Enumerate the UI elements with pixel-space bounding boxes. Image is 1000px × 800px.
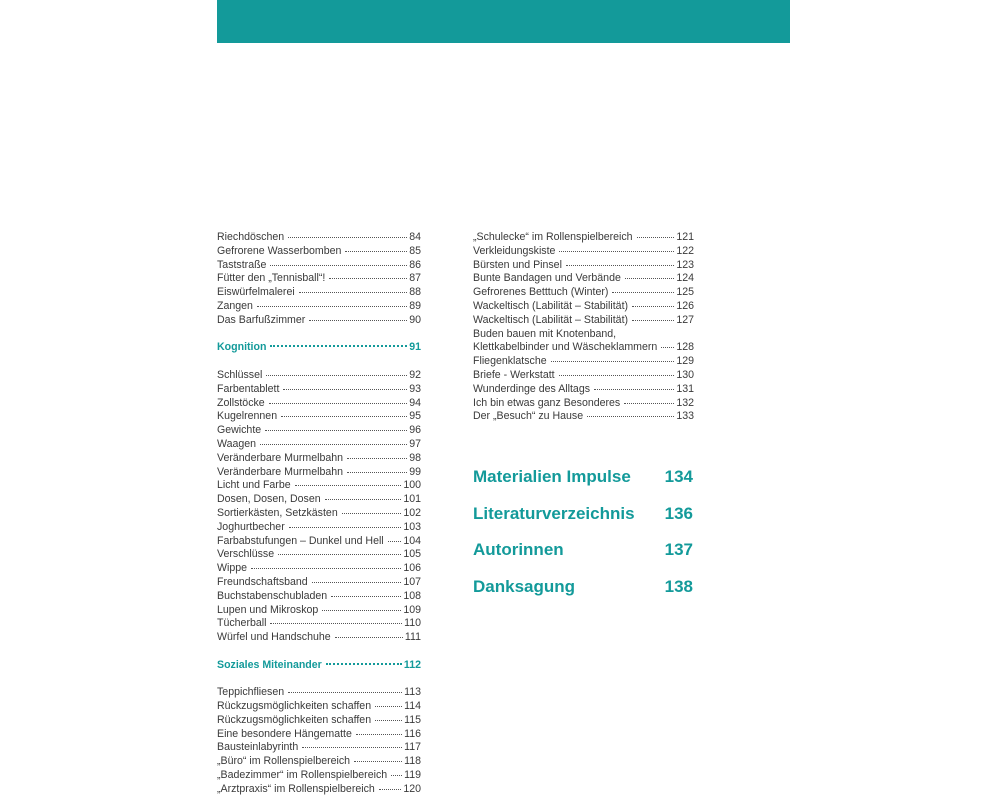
toc-entry-title: Verkleidungskiste xyxy=(473,244,556,257)
dot-leader xyxy=(637,237,675,238)
toc-entry-page: 110 xyxy=(404,617,421,630)
toc-entry-page: 92 xyxy=(409,368,421,381)
dot-leader xyxy=(661,347,674,348)
major-sections-list xyxy=(473,463,693,609)
toc-entry-page: 114 xyxy=(404,700,421,713)
dot-leader xyxy=(388,541,402,542)
toc-entry[interactable] xyxy=(217,535,421,549)
toc-entry[interactable] xyxy=(473,383,694,397)
dot-leader xyxy=(289,527,402,528)
toc-entry-page: 105 xyxy=(403,548,421,561)
dot-leader xyxy=(325,499,402,500)
toc-entry-page: 113 xyxy=(404,686,421,699)
toc-entry[interactable] xyxy=(473,259,694,273)
dot-leader xyxy=(278,554,401,555)
toc-entry[interactable] xyxy=(217,245,421,259)
toc-entry-title: „Arztpraxis“ im Rollenspielbereich xyxy=(217,782,375,795)
toc-entry-page: 89 xyxy=(409,299,421,312)
toc-entry[interactable] xyxy=(217,714,421,728)
toc-entry[interactable] xyxy=(217,397,421,411)
toc-entry-page: 121 xyxy=(676,231,694,243)
toc-entry-page: 126 xyxy=(676,299,694,312)
toc-entry-page: 102 xyxy=(403,506,421,519)
dot-leader xyxy=(309,320,407,321)
toc-entry-title: Klettkabelbinder und Wäscheklammern xyxy=(473,341,658,354)
toc-entry-title: Joghurtbecher xyxy=(217,520,285,533)
dot-leader xyxy=(270,345,407,347)
toc-entry[interactable] xyxy=(473,231,694,245)
toc-entry-title: Rückzugsmöglichkeiten schaffen xyxy=(217,713,372,726)
toc-entry-page: 97 xyxy=(409,437,421,450)
major-section-title: Danksagung xyxy=(473,576,576,596)
toc-entry-page: 118 xyxy=(404,755,421,768)
toc-left-column xyxy=(217,231,421,797)
toc-entry-page: 100 xyxy=(403,479,421,492)
toc-entry[interactable] xyxy=(217,479,421,493)
toc-entry[interactable] xyxy=(473,300,694,314)
toc-entry-page: 85 xyxy=(409,244,421,257)
toc-entry-page: 94 xyxy=(409,396,421,409)
toc-entry[interactable] xyxy=(217,259,421,273)
header-band xyxy=(217,0,790,43)
toc-entry[interactable] xyxy=(217,383,421,397)
toc-entry[interactable] xyxy=(217,548,421,562)
toc-entry[interactable] xyxy=(217,272,421,286)
toc-entry[interactable] xyxy=(217,604,421,618)
toc-entry-page: 107 xyxy=(403,575,421,588)
dot-leader xyxy=(281,416,407,417)
dot-leader xyxy=(354,761,402,762)
major-section-page: 137 xyxy=(664,540,693,559)
toc-entry-page: 116 xyxy=(404,727,421,740)
toc-entry-title: Das Barfußzimmer xyxy=(217,313,306,326)
toc-entry-page: 90 xyxy=(409,313,421,326)
toc-entry-title: Licht und Farbe xyxy=(217,479,291,492)
dot-leader xyxy=(356,734,402,735)
dot-leader xyxy=(269,403,408,404)
toc-entry-page: 98 xyxy=(409,451,421,464)
toc-entry-title: Riechdöschen xyxy=(217,231,285,243)
toc-entry[interactable] xyxy=(217,755,421,769)
dot-leader xyxy=(625,278,674,279)
toc-entry-title: Sortierkästen, Setzkästen xyxy=(217,506,338,519)
dot-leader xyxy=(329,278,407,279)
major-section-entry[interactable] xyxy=(473,500,693,537)
toc-entry[interactable] xyxy=(217,466,421,480)
toc-entry[interactable] xyxy=(473,272,694,286)
dot-leader xyxy=(270,623,402,624)
dot-leader xyxy=(375,720,402,721)
dot-leader xyxy=(288,237,407,238)
major-section-page: 136 xyxy=(664,503,693,523)
dot-leader xyxy=(559,251,674,252)
toc-entry-title: Buden bauen mit Knotenband, xyxy=(473,327,617,340)
toc-entry-page: 120 xyxy=(403,782,421,795)
major-section-page: 138 xyxy=(664,576,693,596)
toc-entry-title: „Schulecke“ im Rollenspielbereich xyxy=(473,231,633,243)
toc-entry-title: „Badezimmer“ im Rollenspielbereich xyxy=(217,769,388,782)
toc-entry-page: 125 xyxy=(676,286,694,299)
toc-entry-title: Bürsten und Pinsel xyxy=(473,258,562,271)
toc-entry[interactable] xyxy=(473,355,694,369)
major-section-title: Autorinnen xyxy=(473,540,564,559)
toc-entry-page: 115 xyxy=(404,713,421,726)
toc-entry-page: 93 xyxy=(409,382,421,395)
dot-leader xyxy=(312,582,402,583)
dot-leader xyxy=(299,292,407,293)
toc-entry-title: Eine besondere Hängematte xyxy=(217,727,352,740)
major-section-entry[interactable] xyxy=(473,463,693,500)
toc-entry[interactable] xyxy=(217,424,421,438)
toc-entry[interactable] xyxy=(217,438,421,452)
toc-entry-title: Gefrorene Wasserbomben xyxy=(217,244,342,257)
dot-leader xyxy=(632,306,674,307)
toc-entry-title: Wackeltisch (Labilität – Stabilität) xyxy=(473,313,629,326)
toc-entry[interactable] xyxy=(217,369,421,383)
dot-leader xyxy=(322,610,401,611)
toc-entry-page: 124 xyxy=(676,272,694,285)
toc-entry-title: Gefrorenes Betttuch (Winter) xyxy=(473,286,609,299)
major-section-title: Materialien Impulse xyxy=(473,467,631,486)
dot-leader xyxy=(551,361,675,362)
toc-entry[interactable] xyxy=(217,507,421,521)
toc-entry-title: Gewichte xyxy=(217,424,262,437)
toc-entry-title: Rückzugsmöglichkeiten schaffen xyxy=(217,700,372,713)
toc-entry-page: 91 xyxy=(409,341,421,354)
toc-entry-title: Dosen, Dosen, Dosen xyxy=(217,493,321,506)
toc-entry-title: Der „Besuch“ zu Hause xyxy=(473,410,584,423)
toc-entry-title: „Büro“ im Rollenspielbereich xyxy=(217,755,351,768)
toc-entry-title: Veränderbare Murmelbahn xyxy=(217,465,344,478)
toc-entry[interactable] xyxy=(473,286,694,300)
toc-entry-page: 119 xyxy=(404,769,421,782)
dot-leader xyxy=(375,706,402,707)
toc-entry-page: 101 xyxy=(403,493,421,506)
toc-entry[interactable] xyxy=(217,410,421,424)
dot-leader xyxy=(624,403,674,404)
toc-entry[interactable] xyxy=(217,452,421,466)
toc-entry[interactable] xyxy=(217,521,421,535)
toc-entry-title: Farbabstufungen – Dunkel und Hell xyxy=(217,534,384,547)
dot-leader xyxy=(632,320,674,321)
toc-entry[interactable] xyxy=(217,493,421,507)
toc-entry[interactable] xyxy=(473,328,694,342)
toc-entry-page: 127 xyxy=(676,313,694,326)
major-section-page: 134 xyxy=(664,467,693,486)
toc-entry-title: Verschlüsse xyxy=(217,548,275,561)
dot-leader xyxy=(295,485,402,486)
toc-entry-title: Kognition xyxy=(217,341,267,354)
dot-leader xyxy=(335,637,403,638)
toc-entry[interactable] xyxy=(217,590,421,604)
dot-leader xyxy=(265,430,407,431)
toc-entry-page: 123 xyxy=(676,258,694,271)
toc-entry-page: 95 xyxy=(409,410,421,423)
toc-entry[interactable] xyxy=(217,314,421,328)
toc-entry-page: 103 xyxy=(403,520,421,533)
major-section-title: Literaturverzeichnis xyxy=(473,503,635,523)
toc-section-heading[interactable] xyxy=(217,659,421,673)
toc-entry-title: Eiswürfelmalerei xyxy=(217,286,295,299)
toc-entry[interactable] xyxy=(473,245,694,259)
toc-entry-title: Briefe - Werkstatt xyxy=(473,368,555,381)
toc-entry-page: 129 xyxy=(676,355,694,368)
toc-right-column xyxy=(473,231,694,424)
dot-leader xyxy=(587,416,674,417)
dot-leader xyxy=(342,513,402,514)
toc-entry[interactable] xyxy=(217,300,421,314)
toc-entry-title: Bausteinlabyrinth xyxy=(217,741,299,754)
dot-leader xyxy=(251,568,401,569)
toc-entry-title: Schlüssel xyxy=(217,368,263,381)
toc-entry-title: Buchstabenschubladen xyxy=(217,589,328,602)
toc-entry-title: Kugelrennen xyxy=(217,410,278,423)
toc-entry-page: 132 xyxy=(676,396,694,409)
toc-entry[interactable] xyxy=(217,631,421,645)
toc-entry-title: Taststraße xyxy=(217,258,267,271)
toc-entry[interactable] xyxy=(217,617,421,631)
toc-entry-page: 86 xyxy=(409,258,421,271)
dot-leader xyxy=(347,458,407,459)
toc-entry-page: 133 xyxy=(676,410,694,423)
toc-entry[interactable] xyxy=(473,369,694,383)
major-section-entry[interactable] xyxy=(473,573,693,610)
toc-entry[interactable] xyxy=(217,286,421,300)
dot-leader xyxy=(347,472,407,473)
toc-entry-page: 87 xyxy=(409,272,421,285)
toc-entry[interactable] xyxy=(473,314,694,328)
dot-leader xyxy=(391,775,402,776)
toc-entry-page: 96 xyxy=(409,424,421,437)
toc-entry-page: 122 xyxy=(676,244,694,257)
dot-leader xyxy=(379,789,402,790)
dot-leader xyxy=(260,444,407,445)
toc-entry[interactable] xyxy=(217,741,421,755)
toc-entry-title: Wackeltisch (Labilität – Stabilität) xyxy=(473,299,629,312)
toc-entry-page: 109 xyxy=(403,603,421,616)
toc-entry[interactable] xyxy=(217,728,421,742)
toc-entry-page: 106 xyxy=(403,562,421,575)
toc-entry-title: Veränderbare Murmelbahn xyxy=(217,451,344,464)
toc-entry-page: 104 xyxy=(403,534,421,547)
toc-entry[interactable] xyxy=(217,783,421,797)
dot-leader xyxy=(331,596,401,597)
toc-entry[interactable] xyxy=(217,231,421,245)
toc-entry-title: Ich bin etwas ganz Besonderes xyxy=(473,396,621,409)
dot-leader xyxy=(302,747,402,748)
toc-section-heading[interactable] xyxy=(217,341,421,355)
toc-entry-title: Fliegenklatsche xyxy=(473,355,547,368)
dot-leader xyxy=(270,265,407,266)
dot-leader xyxy=(612,292,674,293)
dot-leader xyxy=(288,692,402,693)
toc-entry-page: 108 xyxy=(403,589,421,602)
dot-leader xyxy=(326,663,402,665)
toc-entry-page: 131 xyxy=(676,382,694,395)
toc-entry-title: Freundschaftsband xyxy=(217,575,308,588)
toc-entry-title: Zollstöcke xyxy=(217,396,265,409)
toc-entry-title: Teppichfliesen xyxy=(217,686,285,699)
toc-entry-page: 88 xyxy=(409,286,421,299)
dot-leader xyxy=(559,375,675,376)
toc-entry-title: Bunte Bandagen und Verbände xyxy=(473,272,621,285)
toc-entry-title: Lupen und Mikroskop xyxy=(217,603,319,616)
toc-entry-page: 112 xyxy=(403,658,421,671)
toc-entry[interactable] xyxy=(217,700,421,714)
dot-leader xyxy=(266,375,407,376)
toc-entry[interactable] xyxy=(473,341,694,355)
toc-entry[interactable] xyxy=(217,769,421,783)
toc-entry-title: Wunderdinge des Alltags xyxy=(473,382,591,395)
dot-leader xyxy=(257,306,407,307)
major-section-entry[interactable] xyxy=(473,536,693,573)
toc-entry[interactable] xyxy=(217,686,421,700)
dot-leader xyxy=(566,265,674,266)
toc-entry-title: Waagen xyxy=(217,437,257,450)
toc-entry-page: 130 xyxy=(676,368,694,381)
toc-entry-title: Soziales Miteinander xyxy=(217,658,322,671)
toc-entry-page: 117 xyxy=(404,741,421,754)
toc-entry-page: 111 xyxy=(404,631,421,644)
toc-entry-page: 99 xyxy=(409,465,421,478)
toc-entry[interactable] xyxy=(473,397,694,411)
toc-entry-title: Zangen xyxy=(217,299,253,312)
toc-entry-title: Farbentablett xyxy=(217,382,280,395)
dot-leader xyxy=(345,251,407,252)
toc-entry-page: 128 xyxy=(676,341,694,354)
toc-entry-title: Wippe xyxy=(217,562,248,575)
toc-entry-title: Fütter den „Tennisball“! xyxy=(217,272,326,285)
toc-entry-page: 84 xyxy=(409,231,421,243)
toc-entry-title: Tücherball xyxy=(217,617,267,630)
dot-leader xyxy=(594,389,674,390)
dot-leader xyxy=(283,389,407,390)
toc-entry[interactable] xyxy=(473,410,694,424)
toc-entry[interactable] xyxy=(217,562,421,576)
toc-entry[interactable] xyxy=(217,576,421,590)
toc-entry-title: Würfel und Handschuhe xyxy=(217,631,331,644)
